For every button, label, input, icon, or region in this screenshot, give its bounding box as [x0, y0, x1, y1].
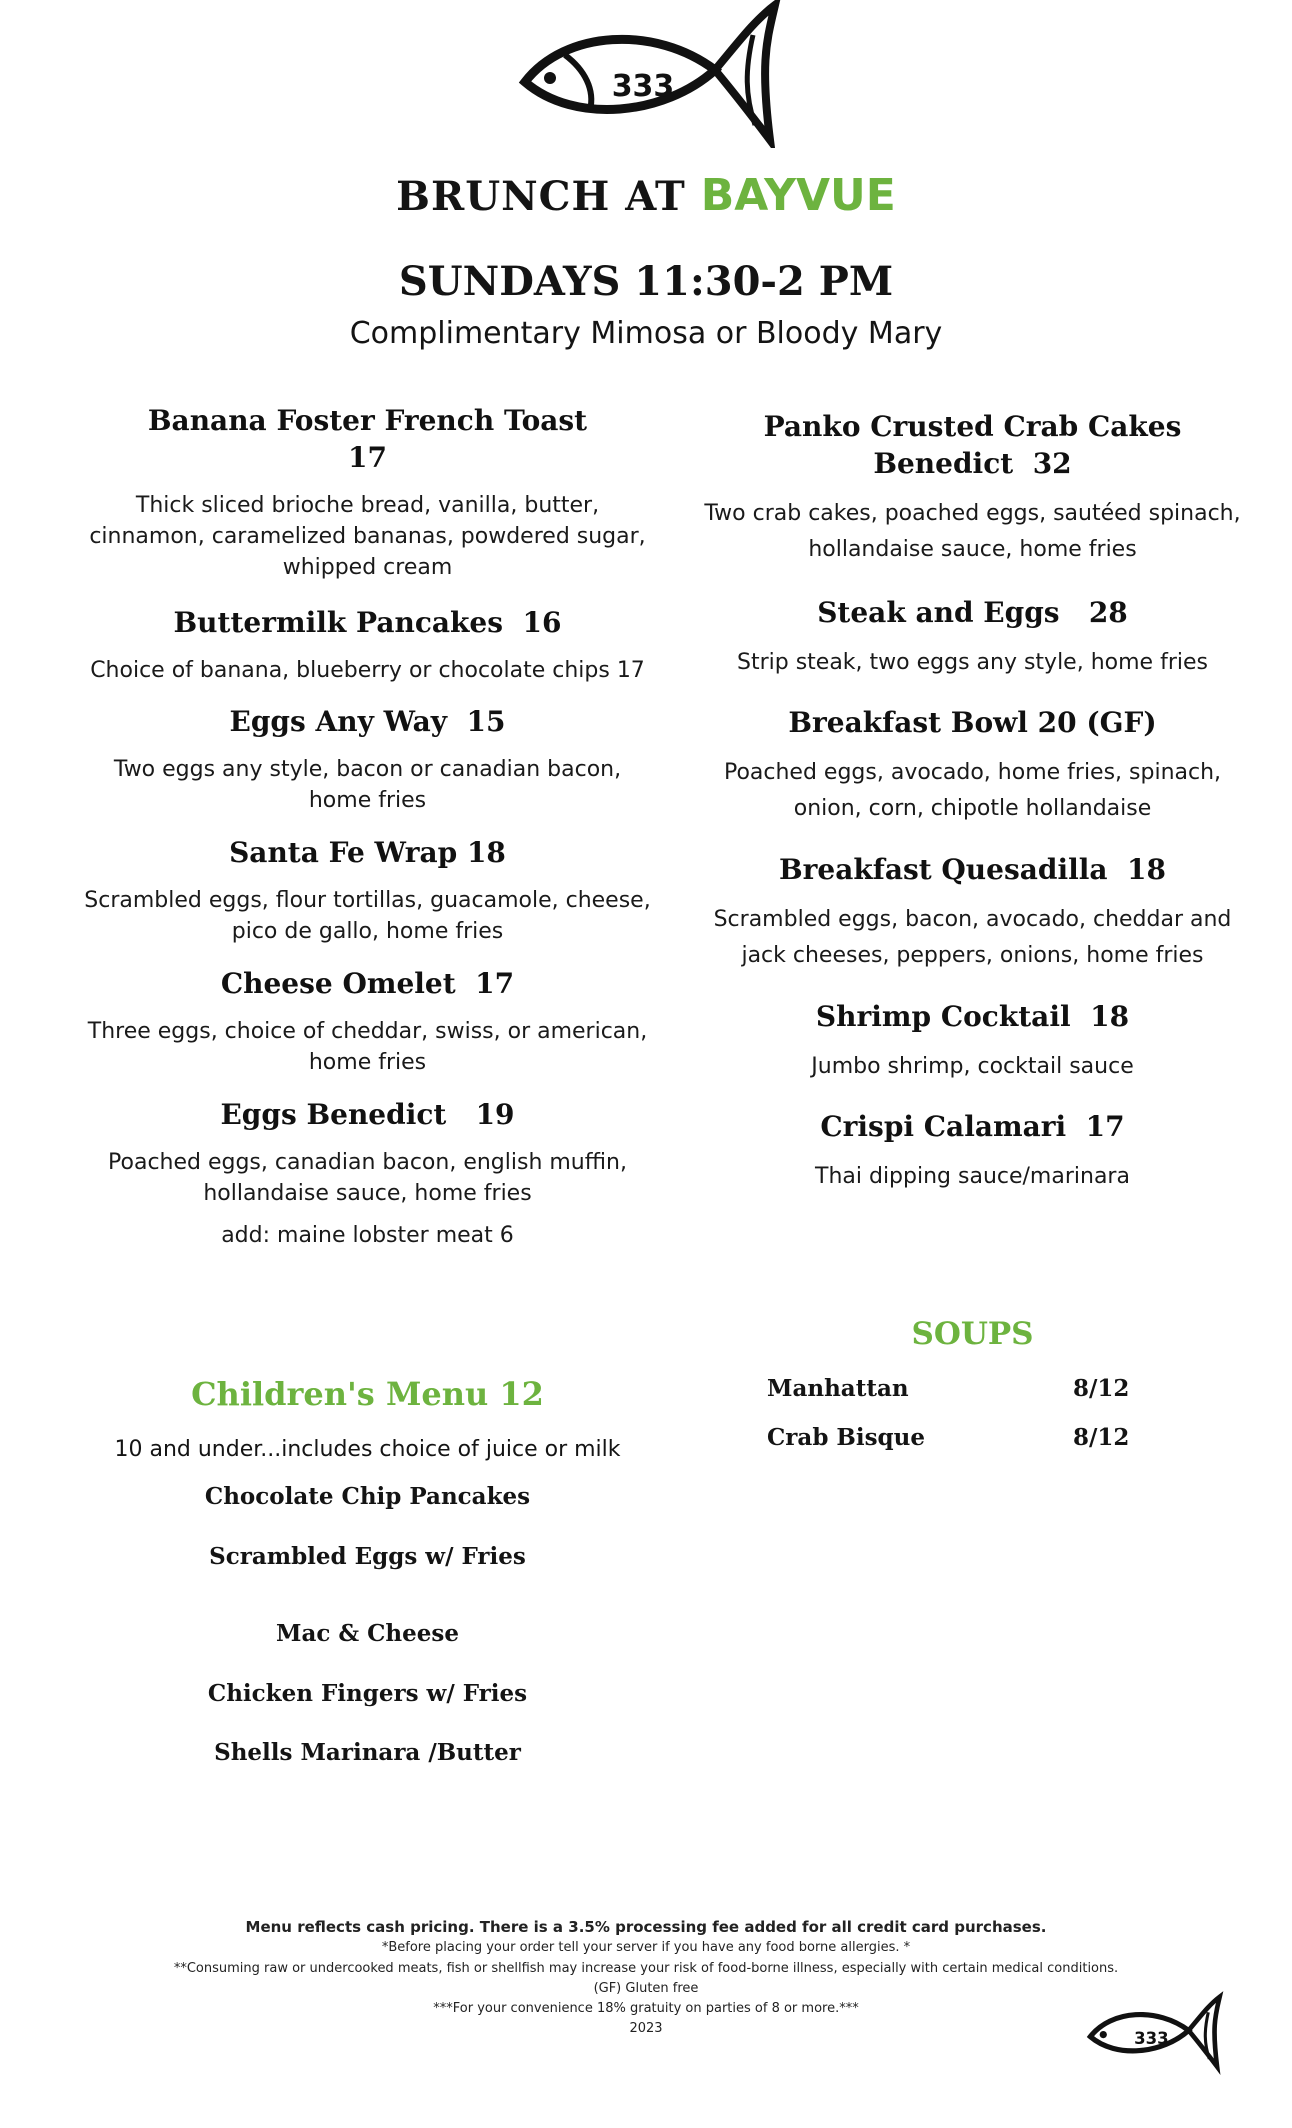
item-description: Poached eggs, avocado, home fries, spinach, onion, corn, chipotle hollandaise	[723, 760, 1222, 821]
menu-item	[80, 402, 655, 583]
kids-item: Mac & Cheese	[275, 1620, 460, 1647]
footer-consumption-warning: **Consuming raw or undercooked meats, fish or shellfish may increase your risk of food-borne illness, especially with certain medical conditions.	[173, 1961, 1119, 1976]
footer-year: 2023	[629, 2021, 663, 2036]
item-description: Scrambled eggs, flour tortillas, guacamole, cheese, pico de gallo, home fries	[84, 888, 651, 944]
svg-text:333: 333	[1134, 2028, 1169, 2048]
soup-price: 8/12	[1073, 1375, 1130, 1402]
item-name-price: Breakfast Quesadilla 18	[779, 853, 1166, 886]
item-description: Two crab cakes, poached eggs, sautéed spinach, hollandaise sauce, home fries	[704, 501, 1241, 562]
item-name-price: Crispi Calamari 17	[820, 1110, 1125, 1143]
fish-logo-small-icon	[1080, 1990, 1230, 2075]
menu-item	[80, 703, 655, 816]
menu-item	[695, 998, 1250, 1085]
item-name-price: Steak and Eggs 28	[817, 596, 1128, 629]
footer-gratuity-note: ***For your convenience 18% gratuity on parties of 8 or more.***	[433, 2001, 859, 2016]
item-description: Three eggs, choice of cheddar, swiss, or american, home fries	[87, 1019, 648, 1075]
footer-gf-note: (GF) Gluten free	[593, 1981, 699, 1996]
tagline: Complimentary Mimosa or Bloody Mary	[349, 316, 943, 351]
item-description: Scrambled eggs, bacon, avocado, cheddar and jack cheeses, peppers, onions, home fries	[713, 907, 1232, 968]
soup-price: 8/12	[1073, 1424, 1130, 1451]
item-name: Breakfast Bowl 20 (GF)	[788, 706, 1157, 739]
menu-item	[695, 851, 1250, 974]
item-name-price: Buttermilk Pancakes 16	[173, 606, 562, 639]
menu-item	[695, 408, 1250, 568]
fish-logo-icon	[505, 0, 795, 148]
soup-name: Crab Bisque	[767, 1424, 925, 1451]
kids-item: Chicken Fingers w/ Fries	[207, 1680, 528, 1707]
item-description: Poached eggs, canadian bacon, english muffin, hollandaise sauce, home fries	[108, 1150, 627, 1206]
item-description: Jumbo shrimp, cocktail sauce	[811, 1054, 1134, 1079]
menu-item	[80, 834, 655, 947]
item-name-price: Eggs Any Way 15	[229, 705, 506, 738]
item-description: Choice of banana, blueberry or chocolate chips 17	[90, 658, 645, 683]
item-name-price: Santa Fe Wrap 18	[229, 836, 506, 869]
menu-item	[80, 1096, 655, 1209]
svg-text:333: 333	[611, 69, 675, 104]
lobster-addon: add: maine lobster meat 6	[221, 1223, 514, 1248]
page-title	[0, 170, 1292, 221]
footer-allergy-note: *Before placing your order tell your server if you have any food borne allergies. *	[381, 1940, 911, 1955]
item-description: Two eggs any style, bacon or canadian bacon, home fries	[113, 757, 622, 813]
menu-item	[695, 704, 1250, 827]
menu-item	[80, 965, 655, 1078]
item-price: 17	[348, 441, 387, 474]
item-description: Thick sliced brioche bread, vanilla, butter, cinnamon, caramelized bananas, powdered sugar, whipped cream	[89, 493, 646, 580]
footer-pricing-note: Menu reflects cash pricing. There is a 3.5% processing fee added for all credit card purchases.	[245, 1918, 1047, 1936]
item-name-price: Benedict 32	[873, 447, 1072, 480]
item-description: Strip steak, two eggs any style, home fries	[737, 650, 1208, 675]
kids-menu-title: Children's Menu 12	[191, 1375, 544, 1413]
item-name-price: Eggs Benedict 19	[220, 1098, 515, 1131]
title-prefix: BRUNCH AT	[396, 173, 686, 220]
kids-item: Shells Marinara /Butter	[214, 1739, 521, 1766]
menu-item	[695, 1108, 1250, 1195]
item-name: Banana Foster French Toast	[147, 404, 588, 437]
menu-item	[80, 604, 655, 686]
brand-name: BAYVUE	[700, 170, 896, 221]
item-description: Thai dipping sauce/marinara	[815, 1164, 1130, 1189]
item-name: Panko Crusted Crab Cakes	[763, 410, 1182, 443]
item-name-price: Cheese Omelet 17	[220, 967, 515, 1000]
menu-item	[695, 594, 1250, 681]
soup-name: Manhattan	[767, 1375, 909, 1402]
hours: SUNDAYS 11:30-2 PM	[398, 258, 894, 305]
item-name-price: Shrimp Cocktail 18	[815, 1000, 1130, 1033]
kids-menu-subtitle: 10 and under...includes choice of juice or milk	[114, 1437, 621, 1462]
kids-item: Chocolate Chip Pancakes	[204, 1483, 531, 1510]
kids-item: Scrambled Eggs w/ Fries	[209, 1543, 526, 1570]
soups-title: SOUPS	[911, 1316, 1034, 1352]
